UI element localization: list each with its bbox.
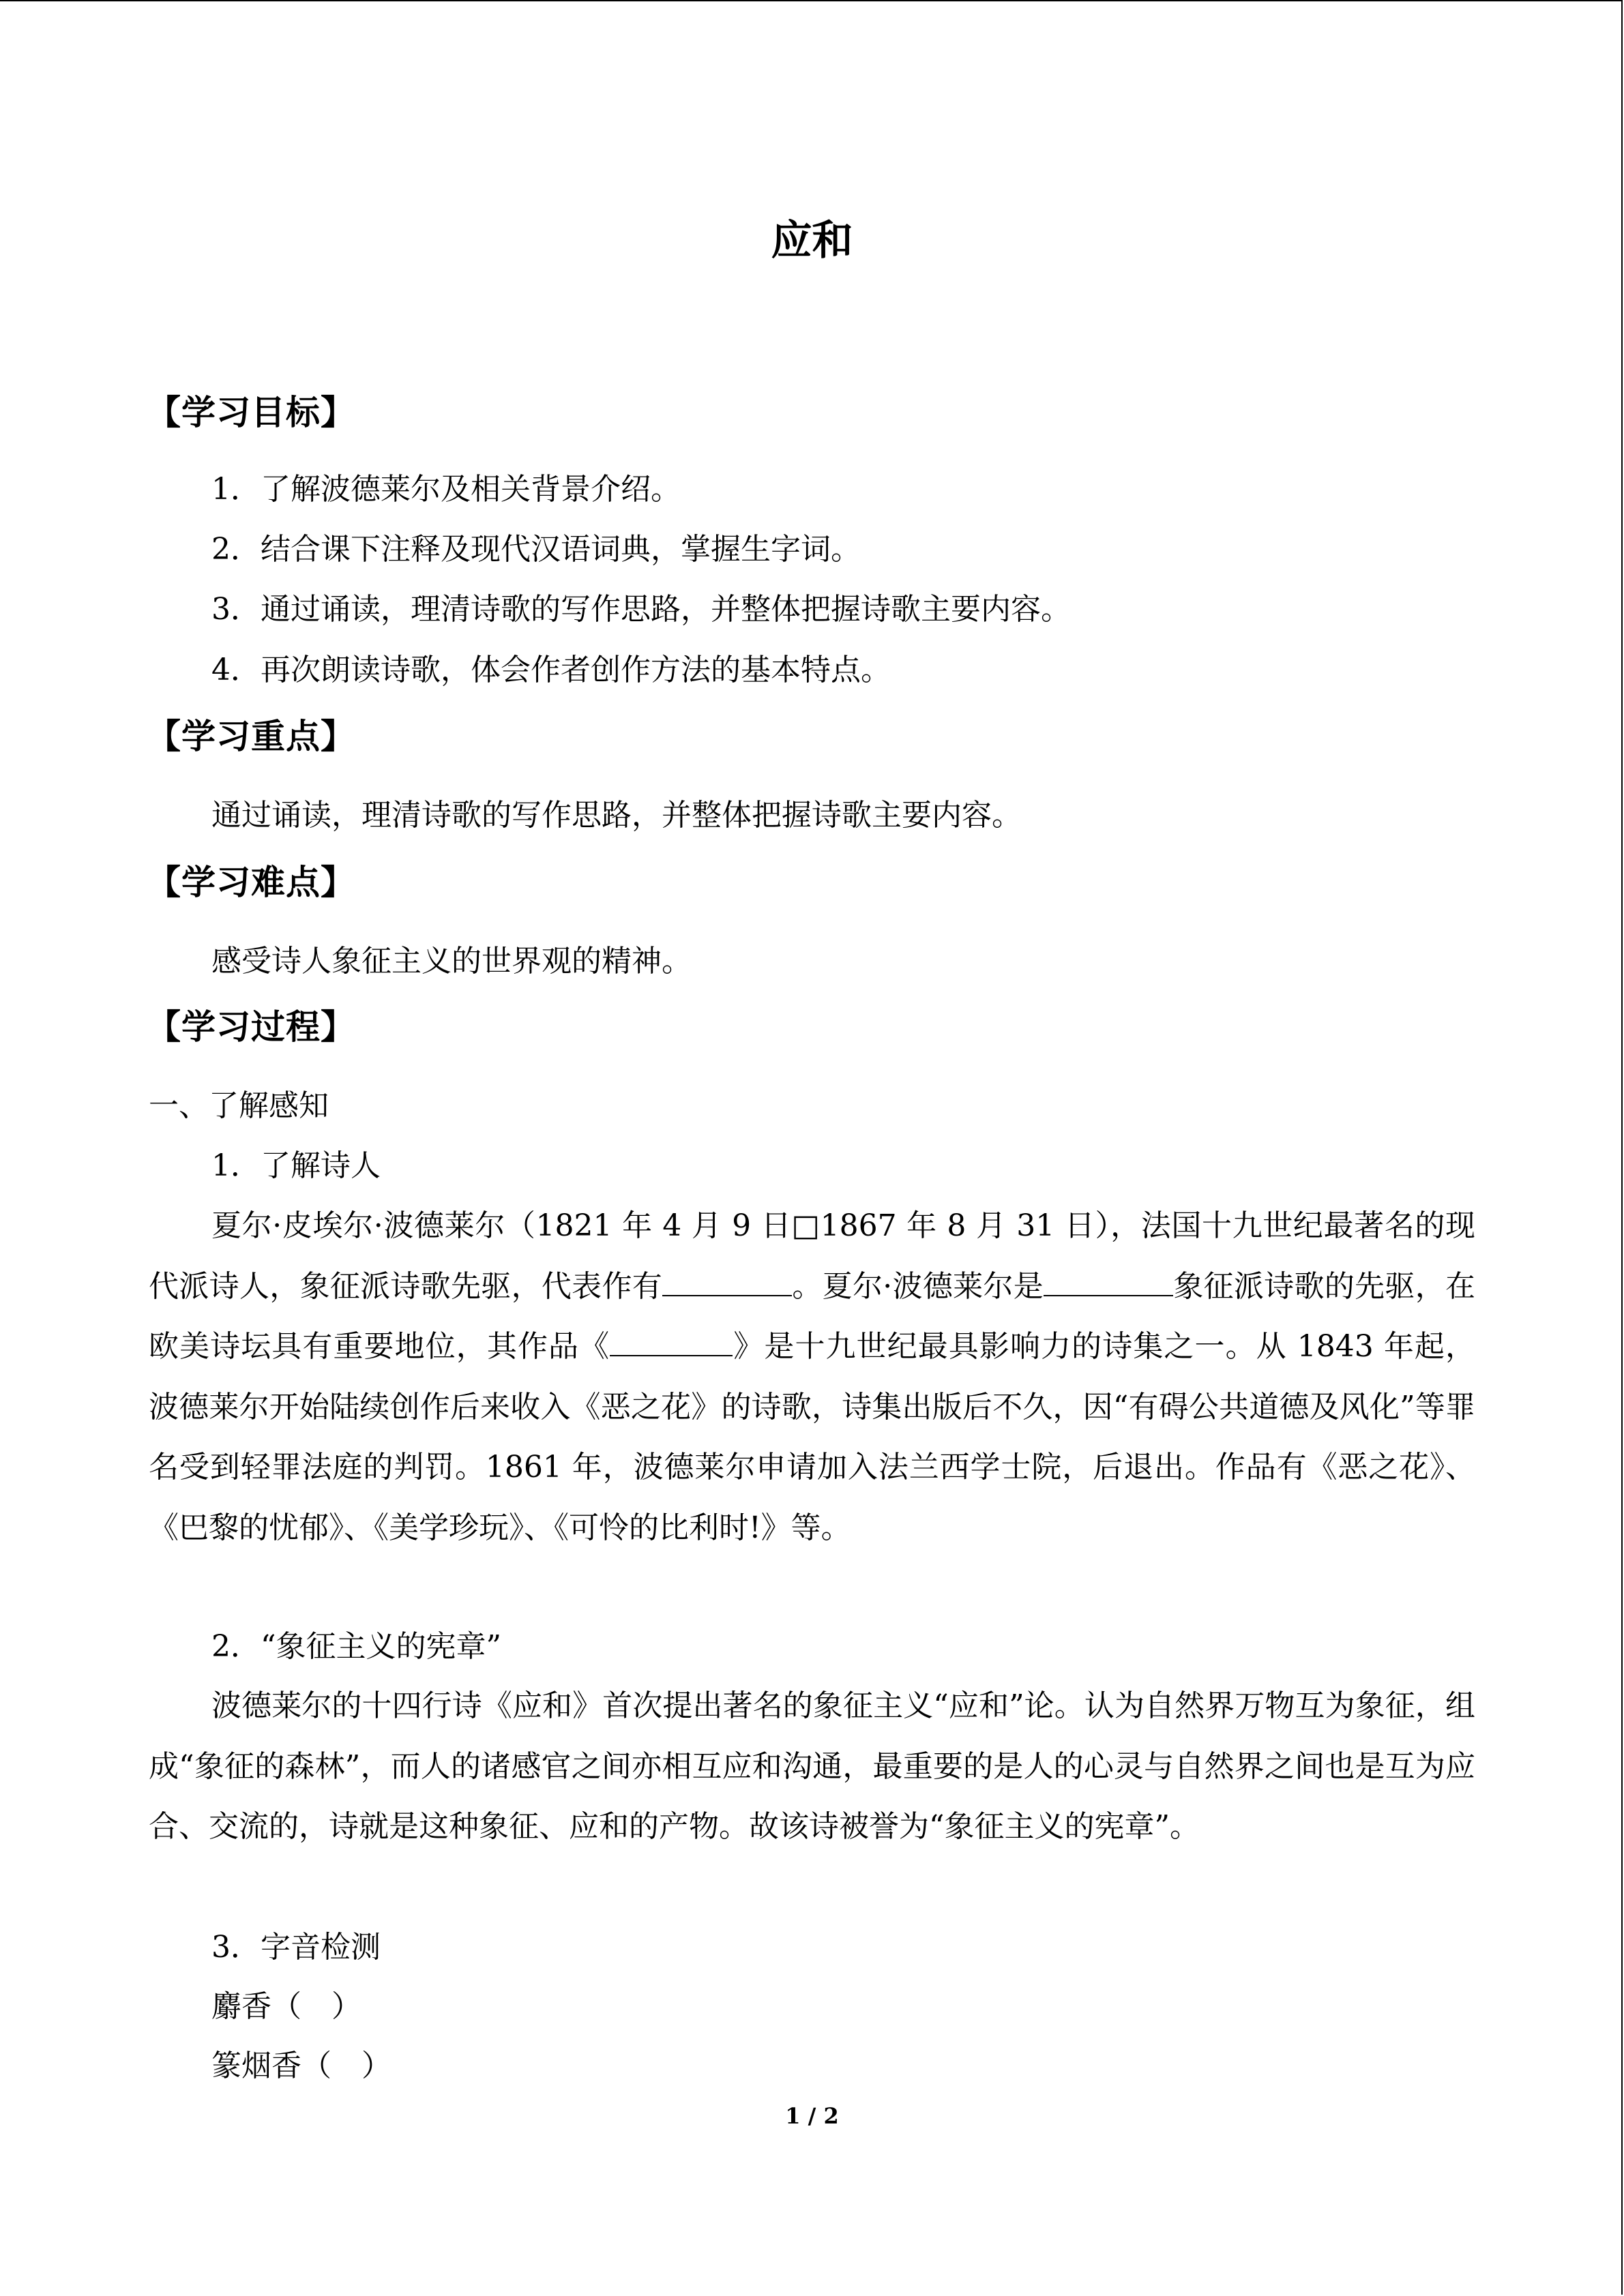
objective-item-4: 4．再次朗读诗歌，体会作者创作方法的基本特点。 [211, 653, 891, 687]
answer-blank-3[interactable] [610, 1326, 733, 1356]
section-heading: 一、了解感知 [149, 1088, 329, 1123]
subsection-pronunciation: 3．字音检测 [211, 1930, 381, 1965]
poet-text-3: 象征派诗歌的先驱，在欧美诗坛具有重要地位，其作品《 [149, 1268, 1476, 1364]
key-points-heading: 【学习重点】 [147, 717, 355, 756]
pronunciation-item-1: 麝香（ ） [211, 1989, 361, 2024]
objective-item-2: 2．结合课下注释及现代汉语词典，掌握生字词。 [211, 532, 861, 567]
poet-text-2: 。夏尔·波德莱尔是 [792, 1268, 1044, 1304]
pronunciation-item-2: 篆烟香（ ） [211, 2048, 392, 2083]
objective-item-3: 3．通过诵读，理清诗歌的写作思路，并整体把握诗歌主要内容。 [211, 592, 1071, 627]
subsection-poet: 1．了解诗人 [211, 1148, 381, 1183]
poet-text-1: 夏尔·皮埃尔·波德莱尔（1821 年 4 月 9 日□1867 年 8 月 31 日），法国十九世纪最著名的现代派诗人，象征派诗歌先驱，代表作有 [149, 1208, 1475, 1304]
answer-blank-2[interactable] [1044, 1266, 1173, 1296]
objectives-heading: 【学习目标】 [147, 393, 355, 432]
page-title: 应和 [771, 217, 853, 265]
key-points-text: 通过诵读，理清诗歌的写作思路，并整体把握诗歌主要内容。 [211, 798, 1022, 833]
difficulties-text: 感受诗人象征主义的世界观的精神。 [211, 944, 692, 979]
subsection-charter: 2．“象征主义的宪章” [211, 1629, 501, 1664]
page-number: 1 / 2 [785, 2103, 839, 2129]
objective-item-1: 1．了解波德莱尔及相关背景介绍。 [211, 472, 681, 507]
charter-paragraph: 波德莱尔的十四行诗《应和》首次提出著名的象征主义“应和”论。认为自然界万物互为象征，组成“象征的森林”，而人的诸感官之间亦相互应和沟通，最重要的是人的心灵与自然界之间也是互为应合、交流的，诗就是这种象征、应和的产物。故该诗被誉为“象征主义的宪章”。 [149, 1688, 1475, 1844]
answer-blank-1[interactable] [662, 1266, 792, 1296]
poet-paragraph [149, 1196, 1475, 1558]
difficulties-heading: 【学习难点】 [147, 863, 355, 902]
poet-text-4: 》是十九世纪最具影响力的诗集之一。从 1843 年起，波德莱尔开始陆续创作后来收入《恶之花》的诗歌，诗集出版后不久，因“有碍公共道德及风化”等罪名受到轻罪法庭的判罚。1861 年，波德莱尔申请加入法兰西学士院，后退出。作品有《恶之花》、《巴黎的忧郁》、《美学珍玩》、《可怜的比利时!》等。 [149, 1329, 1475, 1545]
process-heading: 【学习过程】 [147, 1007, 355, 1047]
